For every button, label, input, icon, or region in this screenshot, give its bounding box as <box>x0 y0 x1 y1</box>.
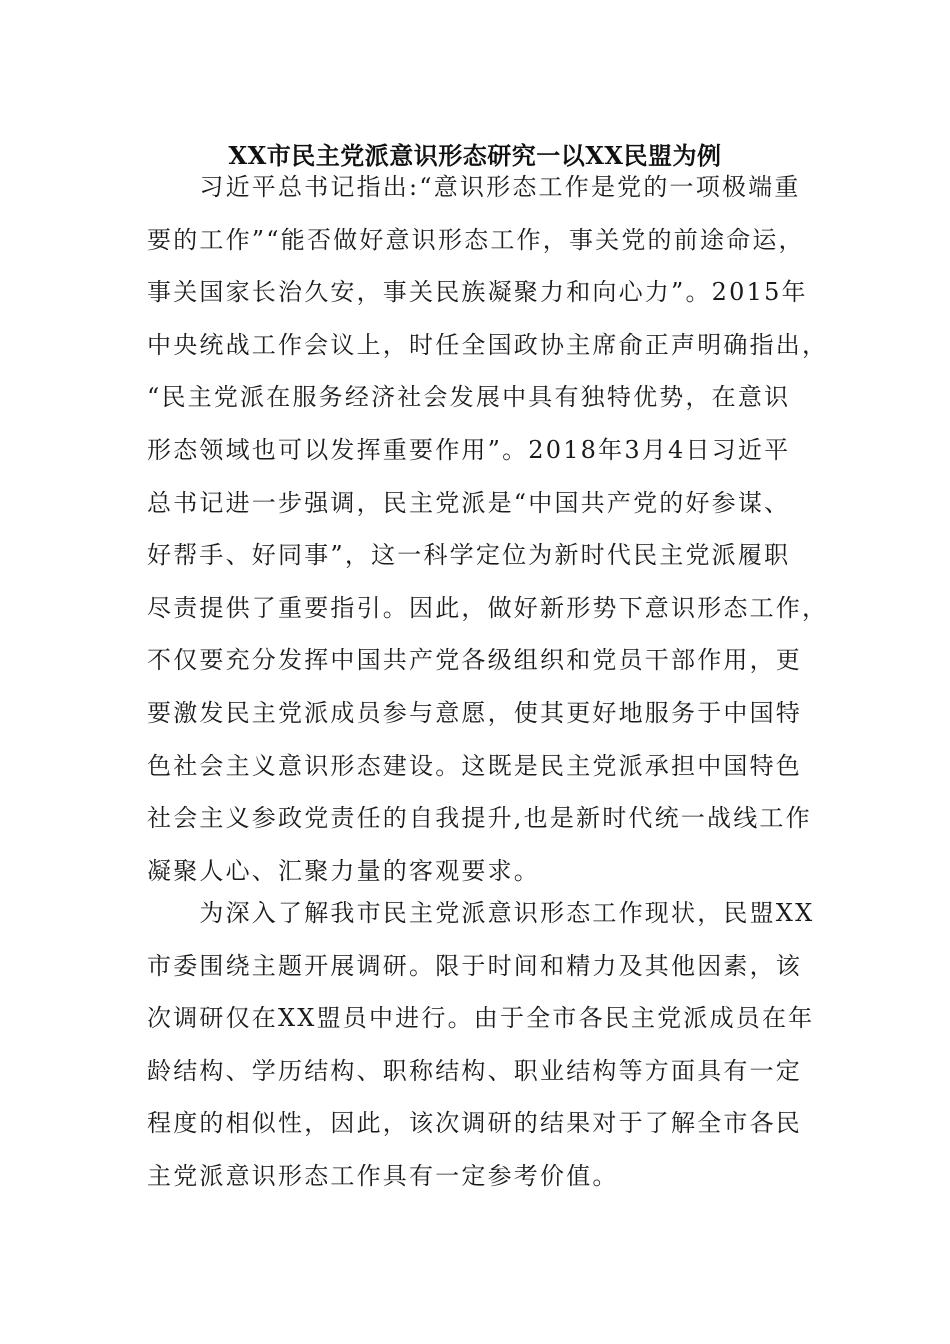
paragraph-line: 次调研仅在XX盟员中进行。由于全市各民主党派成员在年 <box>147 1004 815 1033</box>
paragraph-line: “民主党派在服务经济社会发展中具有独特优势，在意识 <box>147 383 791 412</box>
paragraph-line: 尽责提供了重要指引。因此，做好新形势下意识形态工作， <box>147 593 829 622</box>
paragraph-line: 习近平总书记指出:“意识形态工作是党的一项极端重 <box>147 173 801 201</box>
paragraph-2 <box>147 887 815 1203</box>
paragraph-line: 社会主义参政党责任的自我提升,也是新时代统一战线工作 <box>147 804 812 833</box>
paragraph-line: 中央统战工作会议上，时任全国政协主席俞正声明确指出， <box>147 330 829 359</box>
paragraph-line: 不仅要充分发挥中国共产党各级组织和党员干部作用，更 <box>147 646 802 675</box>
paragraph-line: 好帮手、好同事”，这一科学定位为新时代民主党派履职 <box>147 541 791 570</box>
paragraph-line: 凝聚人心、汇聚力量的客观要求。 <box>147 856 540 885</box>
paragraph-line: 形态领域也可以发挥重要作用”。2018年3月4日习近平 <box>147 435 791 464</box>
paragraph-line: 龄结构、学历结构、职称结构、职业结构等方面具有一定 <box>147 1056 802 1085</box>
paragraph-line: 色社会主义意识形态建设。这既是民主党派承担中国特色 <box>147 751 802 780</box>
paragraph-1 <box>147 161 829 897</box>
paragraph-line: 为深入了解我市民主党派意识形态工作现状，民盟XX <box>147 899 815 927</box>
paragraph-line: 程度的相似性，因此，该次调研的结果对于了解全市各民 <box>147 1109 802 1138</box>
paragraph-line: 主党派意识形态工作具有一定参考价值。 <box>147 1161 619 1190</box>
paragraph-line: 市委围绕主题开展调研。限于时间和精力及其他因素，该 <box>147 951 802 980</box>
paragraph-line: 事关国家长治久安，事关民族凝聚力和向心力”。2015年 <box>147 278 808 307</box>
paragraph-line: 总书记进一步强调，民主党派是“中国共产党的好参谋、 <box>147 488 791 517</box>
paragraph-line: 要激发民主党派成员参与意愿，使其更好地服务于中国特 <box>147 698 802 727</box>
paragraph-line: 要的工作”“能否做好意识形态工作，事关党的前途命运， <box>147 225 805 254</box>
document-title: XX市民主党派意识形态研究一以XX民盟为例 <box>228 141 722 170</box>
